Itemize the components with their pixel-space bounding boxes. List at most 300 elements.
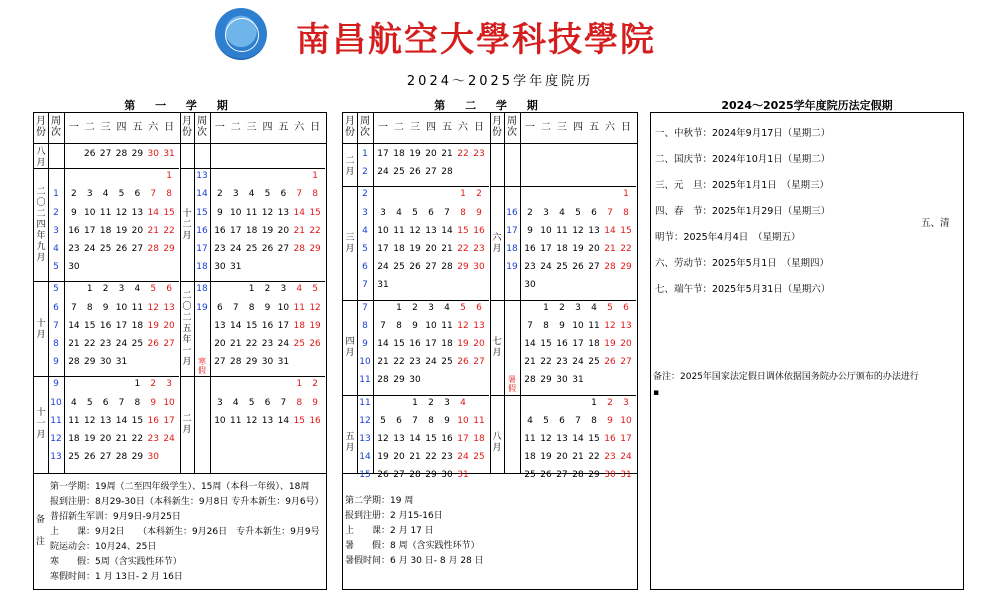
month-char: 一 bbox=[182, 346, 192, 357]
calendar-day: 5 bbox=[607, 302, 613, 313]
calendar-day: 1 bbox=[543, 302, 549, 313]
weekday-header: 二 bbox=[230, 122, 241, 133]
calendar-day: 19 bbox=[572, 244, 584, 254]
calendar-day: 6 bbox=[264, 397, 271, 408]
calendar-day: 12 bbox=[84, 415, 96, 426]
month-char: 十 bbox=[36, 318, 46, 329]
calendar-day: 18 bbox=[556, 244, 568, 254]
weekday-header: 五 bbox=[132, 122, 143, 133]
calendar-day: 8 bbox=[166, 189, 172, 200]
week-number: 5 bbox=[53, 262, 59, 273]
calendar-day: 12 bbox=[309, 302, 321, 313]
calendar-day: 14 bbox=[572, 434, 584, 444]
calendar-day: 9 bbox=[71, 207, 77, 218]
calendar-day: 8 bbox=[396, 320, 402, 331]
calendar-day: 20 bbox=[620, 339, 632, 349]
calendar-day: 8 bbox=[623, 207, 629, 218]
month-char: 月 bbox=[36, 253, 46, 264]
calendar-day: 23 bbox=[604, 452, 616, 463]
school-logo bbox=[215, 8, 267, 60]
month-header: 月份 bbox=[36, 116, 46, 138]
month-char: 年 bbox=[36, 231, 46, 242]
calendar-day: 25 bbox=[131, 339, 144, 349]
calendar-day: 16 bbox=[556, 339, 568, 349]
calendar-day: 19 bbox=[409, 149, 421, 159]
calendar-day: 7 bbox=[280, 397, 287, 408]
calendar-day: 28 bbox=[115, 149, 128, 159]
calendar-day: 11 bbox=[441, 320, 453, 331]
calendar-day: 9 bbox=[150, 397, 157, 408]
calendar-day: 4 bbox=[71, 397, 77, 408]
calendar-day: 20 bbox=[473, 339, 485, 349]
week-number: 19 bbox=[506, 262, 518, 273]
weekday-header: 日 bbox=[621, 122, 631, 133]
calendar-day: 14 bbox=[115, 415, 128, 426]
calendar-day: 17 bbox=[84, 225, 96, 236]
vacation-char: 假 bbox=[198, 366, 206, 376]
calendar-day: 15 bbox=[620, 225, 632, 236]
calendar-day: 1 bbox=[396, 302, 402, 313]
calendar-day: 2 bbox=[71, 189, 77, 200]
note-line: 上 课：9月2日 （本科新生：9月26日 专升本新生：9月9号 bbox=[50, 527, 320, 537]
calendar-day: 21 bbox=[377, 357, 389, 368]
calendar-day: 11 bbox=[524, 434, 536, 444]
weekday-header: 五 bbox=[442, 122, 452, 133]
calendar-day: 5 bbox=[575, 207, 581, 218]
month-divider bbox=[343, 395, 489, 396]
month-char: 二 bbox=[182, 313, 192, 324]
calendar-day: 2 bbox=[559, 302, 565, 313]
calendar-day: 30 bbox=[409, 375, 421, 386]
month-label bbox=[34, 284, 48, 375]
week-number: 7 bbox=[362, 302, 368, 313]
calendar-day: 4 bbox=[134, 284, 141, 295]
note-line: 普招新生军训：9月9日-9月25日 bbox=[50, 512, 181, 522]
calendar-day: 4 bbox=[444, 302, 450, 313]
calendar-day: 16 bbox=[309, 415, 321, 426]
week-header: 周次 bbox=[51, 116, 61, 138]
calendar-day: 28 bbox=[604, 262, 616, 273]
weekday-header: 一 bbox=[214, 122, 225, 133]
calendar-day: 19 bbox=[409, 244, 421, 254]
weekday-header: 二 bbox=[84, 122, 95, 133]
calendar-day: 16 bbox=[147, 415, 159, 426]
holiday-item: 一、中秋节：2024年9月17日（星期二） bbox=[655, 128, 831, 139]
calendar-day: 25 bbox=[524, 470, 536, 481]
calendar-day: 29 bbox=[131, 149, 144, 159]
week-number: 3 bbox=[362, 207, 368, 218]
month-char: 二 bbox=[182, 220, 192, 231]
month-char: 月 bbox=[345, 348, 355, 359]
calendar-day: 29 bbox=[425, 470, 437, 481]
calendar-day: 17 bbox=[277, 320, 290, 331]
calendar-day: 30 bbox=[68, 262, 80, 273]
calendar-day: 12 bbox=[572, 225, 584, 236]
calendar-day: 16 bbox=[68, 225, 80, 236]
weekday-header: 日 bbox=[310, 122, 321, 133]
calendar-day: 2 bbox=[527, 207, 533, 218]
calendar-day: 4 bbox=[232, 397, 239, 408]
calendar-day: 5 bbox=[543, 415, 549, 426]
note-line: 院运动会：10月24、25日 bbox=[50, 542, 157, 552]
calendar-day: 14 bbox=[277, 415, 290, 426]
calendar-day: 5 bbox=[248, 397, 255, 408]
week-number: 10 bbox=[359, 357, 371, 368]
week-number: 2 bbox=[53, 207, 59, 218]
month-label bbox=[490, 189, 504, 298]
month-divider bbox=[34, 281, 179, 282]
calendar-day: 18 bbox=[588, 339, 600, 349]
calendar-day: 5 bbox=[412, 207, 418, 218]
month-char: 二 bbox=[345, 156, 355, 167]
calendar-day: 18 bbox=[393, 244, 405, 254]
calendar-day: 8 bbox=[312, 189, 318, 200]
weekday-header: 日 bbox=[164, 122, 175, 133]
weekday-header: 二 bbox=[541, 122, 551, 133]
calendar-day: 19 bbox=[261, 225, 274, 236]
calendar-day: 14 bbox=[409, 434, 421, 444]
calendar-day: 10 bbox=[572, 320, 584, 331]
calendar-day: 12 bbox=[604, 320, 616, 331]
calendar-day: 23 bbox=[261, 339, 274, 349]
month-char: 四 bbox=[36, 220, 46, 231]
calendar-day: 31 bbox=[115, 357, 128, 368]
week-number: 2 bbox=[362, 189, 368, 200]
calendar-day: 21 bbox=[68, 339, 80, 349]
calendar-day: 14 bbox=[524, 339, 536, 349]
weekday-header: 一 bbox=[68, 122, 79, 133]
calendar-day: 24 bbox=[377, 262, 389, 273]
week-number: 3 bbox=[53, 225, 59, 236]
month-char: 四 bbox=[345, 337, 355, 348]
calendar-day: 23 bbox=[99, 339, 112, 349]
calendar-day: 26 bbox=[540, 470, 552, 481]
weekday-header: 四 bbox=[262, 122, 273, 133]
week-number: 11 bbox=[359, 375, 371, 386]
calendar-day: 3 bbox=[380, 207, 386, 218]
calendar-day: 17 bbox=[425, 339, 437, 349]
calendar-day: 21 bbox=[115, 434, 128, 444]
month-char: 年 bbox=[182, 335, 192, 346]
calendar-day: 20 bbox=[99, 434, 112, 444]
calendar-day: 22 bbox=[457, 244, 469, 254]
month-char: 月 bbox=[492, 243, 502, 254]
calendar-day: 19 bbox=[115, 225, 128, 236]
month-char: 三 bbox=[345, 232, 355, 243]
month-label bbox=[180, 171, 194, 280]
calendar-day: 30 bbox=[147, 452, 159, 463]
week-number: 16 bbox=[196, 225, 208, 236]
week-number: 5 bbox=[362, 244, 368, 254]
calendar-day: 19 bbox=[147, 320, 159, 331]
calendar-day: 3 bbox=[232, 189, 239, 200]
semester2-title: 第 二 学 期 bbox=[434, 99, 546, 112]
month-char: 六 bbox=[492, 232, 502, 243]
weekday-header: 三 bbox=[246, 122, 257, 133]
month-char: 二 bbox=[36, 209, 46, 220]
calendar-day: 2 bbox=[217, 189, 223, 200]
calendar-day: 11 bbox=[230, 415, 242, 426]
calendar-day: 1 bbox=[86, 284, 93, 295]
calendar-day: 15 bbox=[393, 339, 405, 349]
holidays-note: 备注：2025年国家法定假日调休依据国务院办公厅颁布的办法进行 bbox=[653, 372, 919, 382]
calendar-day: 2 bbox=[312, 379, 318, 390]
calendar-day: 23 bbox=[473, 244, 485, 254]
holiday-item: 四、春 节：2025年1月29日（星期三） bbox=[655, 206, 831, 217]
weekday-header: 五 bbox=[589, 122, 599, 133]
weekday-header: 六 bbox=[605, 122, 615, 133]
semester1-title: 第 一 学 期 bbox=[124, 99, 236, 112]
calendar-day: 28 bbox=[147, 244, 159, 254]
calendar-day: 2 bbox=[428, 397, 434, 408]
calendar-day: 24 bbox=[163, 434, 175, 444]
month-divider bbox=[490, 300, 636, 301]
calendar-day: 6 bbox=[396, 415, 402, 426]
week-number: 9 bbox=[53, 379, 59, 390]
calendar-day: 14 bbox=[230, 320, 242, 331]
calendar-day: 26 bbox=[84, 452, 96, 463]
week-number: 14 bbox=[359, 452, 371, 463]
calendar-day: 10 bbox=[377, 225, 389, 236]
calendar-day: 29 bbox=[131, 452, 144, 463]
calendar-day: 27 bbox=[620, 357, 632, 368]
calendar-day: 30 bbox=[99, 357, 112, 368]
week-number: 1 bbox=[53, 189, 59, 200]
calendar-day: 5 bbox=[86, 397, 93, 408]
calendar-day: 28 bbox=[441, 167, 453, 178]
calendar-day: 4 bbox=[396, 207, 402, 218]
calendar-day: 4 bbox=[248, 189, 255, 200]
vacation-label bbox=[195, 357, 209, 375]
calendar-day: 25 bbox=[293, 339, 305, 349]
note-line: 暑假时间：6 月 30 日- 8 月 28 日 bbox=[345, 556, 484, 566]
calendar-day: 6 bbox=[428, 207, 434, 218]
calendar-day: 28 bbox=[572, 470, 584, 481]
calendar-day: 22 bbox=[588, 452, 600, 463]
calendar-day: 6 bbox=[102, 397, 109, 408]
calendar-day: 5 bbox=[150, 284, 157, 295]
month-col-line bbox=[504, 113, 505, 473]
calendar-day: 16 bbox=[214, 225, 226, 236]
calendar-day: 18 bbox=[473, 434, 485, 444]
calendar-day: 18 bbox=[524, 452, 536, 463]
calendar-day: 11 bbox=[293, 302, 305, 313]
calendar-day: 26 bbox=[115, 244, 128, 254]
calendar-day: 26 bbox=[84, 149, 96, 159]
calendar-day: 10 bbox=[163, 397, 175, 408]
calendar-day: 2 bbox=[412, 302, 418, 313]
calendar-day: 10 bbox=[214, 415, 226, 426]
week-number: 8 bbox=[53, 339, 59, 349]
week-number: 6 bbox=[362, 262, 368, 273]
calendar-day: 1 bbox=[312, 171, 318, 182]
week-number: 2 bbox=[362, 167, 368, 178]
month-divider bbox=[490, 395, 636, 396]
month-label bbox=[490, 398, 504, 489]
weekday-header: 四 bbox=[116, 122, 127, 133]
calendar-day: 26 bbox=[604, 357, 616, 368]
calendar-day: 26 bbox=[261, 244, 274, 254]
calendar-day: 21 bbox=[230, 339, 242, 349]
month-char: 八 bbox=[36, 147, 46, 158]
calendar-day: 24 bbox=[620, 452, 632, 463]
calendar-day: 10 bbox=[115, 302, 128, 313]
week-number: 9 bbox=[362, 339, 368, 349]
calendar-day: 9 bbox=[476, 207, 482, 218]
week-number: 9 bbox=[53, 357, 59, 368]
note-line: 第二学期：19 周 bbox=[345, 496, 414, 506]
calendar-day: 27 bbox=[473, 357, 485, 368]
month-header: 月份 bbox=[345, 116, 355, 138]
calendar-day: 28 bbox=[68, 357, 80, 368]
calendar-day: 23 bbox=[68, 244, 80, 254]
calendar-day: 15 bbox=[84, 320, 96, 331]
month-char: 月 bbox=[345, 243, 355, 254]
calendar-day: 8 bbox=[296, 397, 303, 408]
calendar-day: 24 bbox=[425, 357, 437, 368]
calendar-day: 24 bbox=[457, 452, 469, 463]
notes-label bbox=[36, 509, 45, 553]
calendar-day: 21 bbox=[409, 452, 421, 463]
calendar-day: 23 bbox=[441, 452, 453, 463]
calendar-day: 20 bbox=[556, 452, 568, 463]
month-char: 月 bbox=[492, 348, 502, 359]
week-number: 10 bbox=[50, 397, 62, 408]
month-divider bbox=[34, 376, 179, 377]
calendar-day: 9 bbox=[264, 302, 271, 313]
calendar-day: 11 bbox=[473, 415, 485, 426]
calendar-day: 3 bbox=[217, 397, 223, 408]
month-char: 月 bbox=[182, 424, 192, 435]
calendar-day: 31 bbox=[377, 280, 389, 291]
calendar-day: 31 bbox=[277, 357, 290, 368]
calendar-day: 25 bbox=[393, 262, 405, 273]
calendar-day: 3 bbox=[118, 284, 125, 295]
notes-char: 备 bbox=[36, 515, 46, 525]
calendar-day: 13 bbox=[425, 225, 437, 236]
calendar-day: 9 bbox=[559, 320, 565, 331]
calendar-day: 22 bbox=[245, 339, 258, 349]
calendar-day: 31 bbox=[163, 149, 175, 159]
calendar-day: 30 bbox=[524, 280, 536, 291]
calendar-day: 22 bbox=[309, 225, 321, 236]
calendar-day: 31 bbox=[572, 375, 584, 386]
calendar-day: 8 bbox=[543, 320, 549, 331]
calendar-day: 27 bbox=[277, 244, 290, 254]
semester2-panel bbox=[342, 112, 638, 590]
calendar-day: 25 bbox=[556, 262, 568, 273]
calendar-day: 21 bbox=[604, 244, 616, 254]
month-divider bbox=[343, 300, 489, 301]
calendar-day: 25 bbox=[473, 452, 485, 463]
calendar-day: 1 bbox=[166, 171, 172, 182]
calendar-day: 20 bbox=[214, 339, 226, 349]
calendar-day: 20 bbox=[425, 244, 437, 254]
calendar-day: 11 bbox=[588, 320, 600, 331]
calendar-day: 6 bbox=[166, 284, 172, 295]
calendar-day: 4 bbox=[296, 284, 303, 295]
week-col-line bbox=[520, 113, 521, 473]
calendar-day: 13 bbox=[393, 434, 405, 444]
note-line: 寒 假：5周（含实践性环节） bbox=[50, 557, 182, 567]
month-char: 一 bbox=[36, 419, 46, 430]
calendar-day: 10 bbox=[230, 207, 242, 218]
calendar-day: 24 bbox=[377, 167, 389, 178]
week-header: 周次 bbox=[507, 116, 517, 138]
week-col-line bbox=[64, 113, 65, 473]
calendar-day: 23 bbox=[214, 244, 226, 254]
week-header: 周次 bbox=[360, 116, 370, 138]
calendar-day: 6 bbox=[591, 207, 597, 218]
weekday-header: 五 bbox=[278, 122, 289, 133]
month-char: 二 bbox=[182, 413, 192, 424]
week-number: 5 bbox=[53, 284, 59, 295]
calendar-day: 23 bbox=[556, 357, 568, 368]
calendar-day: 18 bbox=[99, 225, 112, 236]
calendar-day: 16 bbox=[441, 434, 453, 444]
holiday-item: 明节：2025年4月4日 （星期五） bbox=[655, 232, 801, 243]
calendar-day: 10 bbox=[620, 415, 632, 426]
calendar-day: 15 bbox=[457, 225, 469, 236]
calendar-day: 22 bbox=[540, 357, 552, 368]
calendar-day: 10 bbox=[457, 415, 469, 426]
calendar-day: 29 bbox=[84, 357, 96, 368]
note-line: 第一学期：19周（二至四年级学生）、15周（本科一年级）、18周 bbox=[50, 482, 310, 492]
calendar-day: 6 bbox=[280, 189, 287, 200]
week-number: 13 bbox=[196, 171, 208, 182]
weekday-header: 三 bbox=[557, 122, 567, 133]
school-name: 南昌航空大學科技學院 bbox=[296, 20, 656, 60]
calendar-day: 24 bbox=[540, 262, 552, 273]
calendar-day: 12 bbox=[147, 302, 159, 313]
calendar-day: 12 bbox=[115, 207, 128, 218]
week-col-line bbox=[373, 113, 374, 473]
week-number: 13 bbox=[359, 434, 371, 444]
calendar-day: 3 bbox=[623, 397, 629, 408]
month-label bbox=[343, 398, 357, 489]
month-char: 二 bbox=[36, 187, 46, 198]
calendar-day: 13 bbox=[277, 207, 290, 218]
calendar-day: 26 bbox=[409, 167, 421, 178]
note-line: 报到注册：2 月15-16日 bbox=[345, 511, 443, 521]
month-divider bbox=[343, 186, 489, 187]
month-divider bbox=[180, 168, 325, 169]
calendar-day: 14 bbox=[147, 207, 159, 218]
calendar-day: 5 bbox=[264, 189, 271, 200]
week-number: 8 bbox=[362, 320, 368, 331]
calendar-day: 19 bbox=[84, 434, 96, 444]
calendar-day: 10 bbox=[425, 320, 437, 331]
month-char: 月 bbox=[36, 329, 46, 340]
calendar-day: 31 bbox=[620, 470, 632, 481]
weekday-header: 六 bbox=[148, 122, 159, 133]
month-char: 月 bbox=[345, 443, 355, 454]
calendar-day: 4 bbox=[591, 302, 597, 313]
calendar-day: 23 bbox=[473, 149, 485, 159]
calendar-day: 17 bbox=[620, 434, 632, 444]
week-number: 12 bbox=[50, 434, 62, 444]
week-number: 14 bbox=[196, 189, 208, 200]
holiday-item: 三、元 旦：2025年1月1日 （星期三） bbox=[655, 180, 830, 191]
calendar-day: 29 bbox=[393, 375, 405, 386]
calendar-day: 20 bbox=[425, 149, 437, 159]
calendar-day: 25 bbox=[99, 244, 112, 254]
calendar-day: 7 bbox=[607, 207, 613, 218]
calendar-day: 17 bbox=[540, 244, 552, 254]
calendar-day: 10 bbox=[540, 225, 552, 236]
calendar-day: 4 bbox=[460, 397, 466, 408]
calendar-day: 11 bbox=[556, 225, 568, 236]
